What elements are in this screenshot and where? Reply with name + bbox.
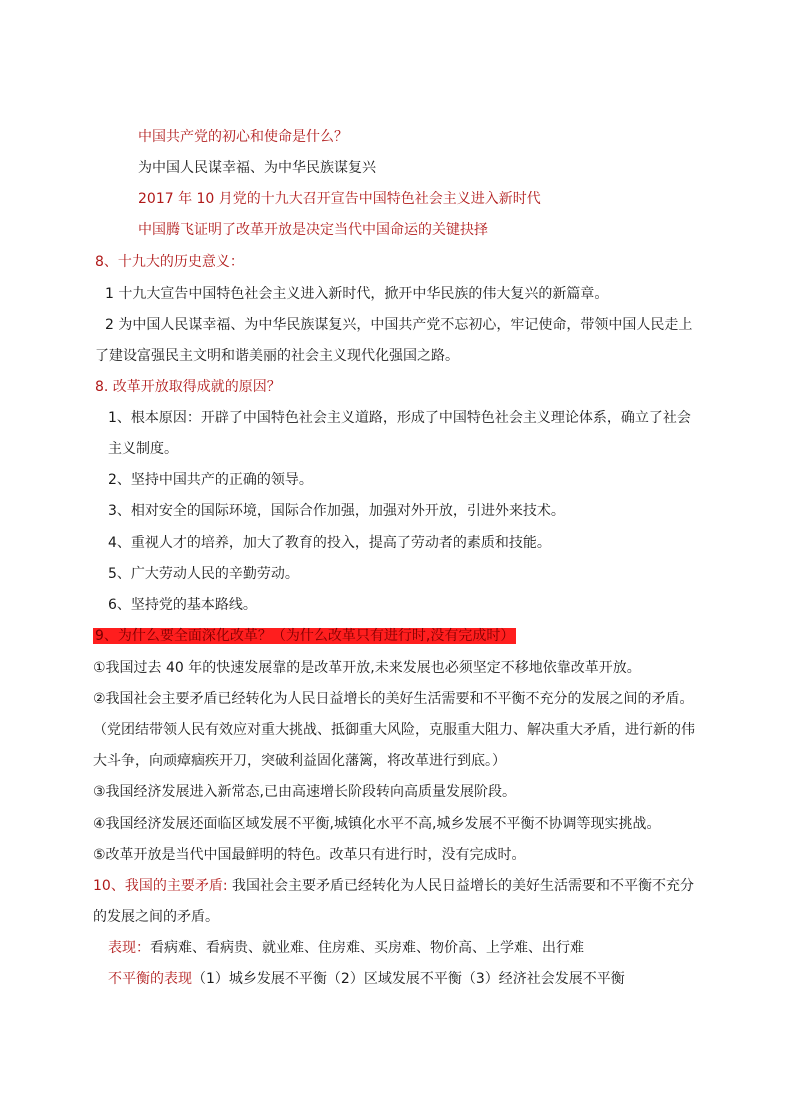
section-10-buping (108, 969, 625, 989)
section-9-note-line-2: 大斗争，向顽瘴痼疾开刀，突破利益固化藩篱，将改革进行到底。） (93, 753, 506, 769)
section-9-heading-highlight: 9、为什么要全面深化改革？（为什么改革只有进行时,没有完成时） (95, 628, 515, 644)
reason-4: 4、重视人才的培养，加大了教育的投入，提高了劳动者的素质和技能。 (108, 535, 551, 551)
buping-label: 不平衡的表现 (108, 971, 192, 987)
section-10-line-1 (93, 876, 694, 896)
section-9-point-4: ④我国经济发展还面临区域发展不平衡,城镇化水平不高,城乡发展不平衡不协调等现实挑战。 (93, 816, 661, 832)
section-8-point-2-line-2: 了建设富强民主文明和谐美丽的社会主义现代化强国之路。 (95, 348, 459, 364)
section-8b-heading: 8. 改革开放取得成就的原因？ (95, 379, 281, 395)
section-9-note-line-1: （党团结带领人民有效应对重大挑战、抵御重大风险，克服重大阻力、解决重大矛盾，进行新的伟 (93, 722, 695, 738)
reason-2: 2、坚持中国共产的正确的领导。 (108, 472, 313, 488)
section-9-heading (93, 626, 516, 646)
biaoxian-label: 表现： (108, 940, 150, 956)
section-10-text-line-1: 我国社会主要矛盾已经转化为人民日益增长的美好生活需要和不平衡不充分 (227, 878, 694, 894)
reason-3: 3、相对安全的国际环境，国际合作加强，加强对外开放，引进外来技术。 (108, 503, 565, 519)
section-10-text-line-2: 的发展之间的矛盾。 (93, 909, 219, 925)
intro-question: 中国共产党的初心和使命是什么？ (138, 129, 348, 145)
section-8-heading: 8、十九大的历史意义： (95, 254, 244, 270)
section-10-biaoxian (108, 938, 584, 958)
section-9-point-1: ①我国过去 40 年的快速发展靠的是改革开放,未来发展也必须坚定不移地依靠改革开放。 (93, 660, 641, 676)
intro-proof: 中国腾飞证明了改革开放是决定当代中国命运的关键抉择 (138, 222, 488, 238)
section-9-point-5: ⑤改革开放是当代中国最鲜明的特色。改革只有进行时，没有完成时。 (93, 847, 526, 863)
buping-text: （1）城乡发展不平衡（2）区域发展不平衡（3）经济社会发展不平衡 (192, 971, 625, 987)
intro-answer: 为中国人民谋幸福、为中华民族谋复兴 (138, 160, 376, 176)
section-10-heading: 10、我国的主要矛盾: (93, 878, 228, 894)
reason-1-line-1: 1、根本原因：开辟了中国特色社会主义道路，形成了中国特色社会主义理论体系，确立了社会 (108, 410, 691, 426)
reason-6: 6、坚持党的基本路线。 (108, 597, 257, 613)
section-8-point-1: 1 十九大宣告中国特色社会主义进入新时代，掀开中华民族的伟大复兴的新篇章。 (105, 286, 609, 302)
section-9-point-2: ②我国社会主要矛盾已经转化为人民日益增长的美好生活需要和不平衡不充分的发展之间的矛盾。 (93, 691, 694, 707)
intro-event: 2017 年 10 月党的十九大召开宣告中国特色社会主义进入新时代 (138, 191, 541, 207)
reason-1-line-2: 主义制度。 (108, 441, 178, 457)
section-9-point-3: ③我国经济发展进入新常态,已由高速增长阶段转向高质量发展阶段。 (93, 784, 516, 800)
biaoxian-text: 看病难、看病贵、就业难、住房难、买房难、物价高、上学难、出行难 (150, 940, 584, 956)
section-8-point-2-line-1: 2 为中国人民谋幸福、为中华民族谋复兴，中国共产党不忘初心，牢记使命，带领中国人民走上 (105, 317, 693, 333)
reason-5: 5、广大劳动人民的辛勤劳动。 (108, 566, 299, 582)
